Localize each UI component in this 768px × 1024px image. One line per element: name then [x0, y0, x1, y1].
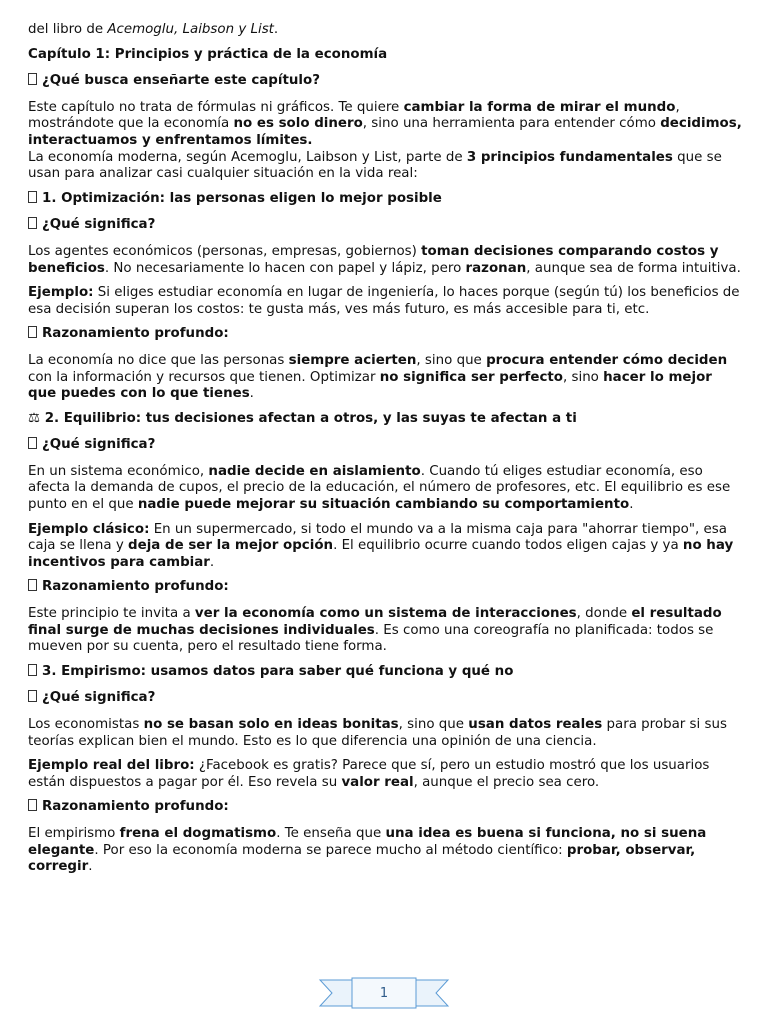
missing-glyph-icon — [28, 437, 37, 449]
section-3-deep-heading: Razonamiento profundo: — [28, 799, 744, 816]
section-1-question: ¿Qué significa? — [28, 217, 744, 234]
missing-glyph-icon — [28, 73, 37, 85]
section-2-deep-heading: Razonamiento profundo: — [28, 579, 744, 596]
section-2-deep-paragraph: Este principio te invita a ver la economía como un sistema de interacciones, donde el resultado final surge de muchas decisiones individuales. Es como una coreografía no planificada: todos se mueven por su cuenta, pero el resultado tiene forma. — [28, 606, 722, 655]
missing-glyph-icon — [28, 690, 37, 702]
document-page — [28, 22, 744, 884]
intro-line: del libro de Acemoglu, Laibson y List. — [28, 22, 279, 37]
section-1-heading: 1. Optimización: las personas eligen lo mejor posible — [28, 191, 744, 208]
intro-paragraph: Este capítulo no trata de fórmulas ni gráficos. Te quiere cambiar la forma de mirar el mundo, mostrándote que la economía no es solo dinero, sino una herramienta para entender cómo decidimos, interactuamos y enfrentamos límites. La economía moderna, según Acemoglu, Laibson y List, parte de 3 principios fundamentales que se usan para analizar casi cualquier situación en la vida real: — [28, 99, 742, 182]
page-number: 1 — [379, 986, 389, 1001]
section-2-example: Ejemplo clásico: En un supermercado, si todo el mundo va a la misma caja para "ahorrar tiempo", esa caja se llena y deja de ser la mejor opción. El equilibrio ocurre cuando todos eligen cajas y ya no hay incentivos para cambiar. — [28, 521, 734, 570]
missing-glyph-icon — [28, 326, 37, 338]
section-3-heading: 3. Empirismo: usamos datos para saber qué funciona y qué no — [28, 664, 744, 681]
section-1-deep-paragraph: La economía no dice que las personas siempre acierten, sino que procura entender cómo deciden con la información y recursos que tienen. Optimizar no significa ser perfecto, sino hacer lo mejor que puedes con lo que tienes. — [28, 352, 728, 402]
missing-glyph-icon — [28, 217, 37, 229]
missing-glyph-icon — [28, 579, 37, 591]
chapter-title: Capítulo 1: Principios y práctica de la economía — [28, 46, 388, 62]
section-3-deep-paragraph: El empirismo frena el dogmatismo. Te enseña que una idea es buena si funciona, no si suena elegante. Por eso la economía moderna se parece mucho al método científico: probar, observar, corregir. — [28, 825, 707, 875]
section-3-example: Ejemplo real del libro: ¿Facebook es gratis? Parece que sí, pero un estudio mostró que los usuarios están dispuestos a pagar por él. Eso revela su valor real, aunque el precio sea cero. — [28, 758, 710, 790]
section-1-example: Ejemplo: Si eliges estudiar economía en lugar de ingeniería, lo haces porque (según tú) los beneficios de esa decisión superan los costos: te gusta más, ves más futuro, es más accesible para ti, etc. — [28, 285, 740, 317]
section-2-question: ¿Qué significa? — [28, 437, 744, 454]
section-2-paragraph: En un sistema económico, nadie decide en aislamiento. Cuando tú eliges estudiar economía, eso afecta la demanda de cupos, el precio de la educación, el número de profesores, etc. El equilibrio es ese punto en el que nadie puede mejorar su situación cambiando su comportamiento. — [28, 463, 731, 513]
missing-glyph-icon — [28, 191, 37, 203]
missing-glyph-icon — [28, 799, 37, 811]
section-3-question: ¿Qué significa? — [28, 690, 744, 707]
section-2-heading: ⚖ 2. Equilibrio: tus decisiones afectan a otros, y las suyas te afectan a ti — [28, 410, 577, 426]
question-heading-main: ¿Qué busca enseñarte este capítulo? — [28, 73, 744, 90]
missing-glyph-icon — [28, 664, 37, 676]
section-3-paragraph: Los economistas no se basan solo en ideas bonitas, sino que usan datos reales para probar si sus teorías explican bien el mundo. Esto es lo que diferencia una opinión de una ciencia. — [28, 717, 727, 749]
scales-icon: ⚖ — [28, 410, 41, 426]
page-number-ribbon — [318, 974, 450, 1012]
section-1-paragraph: Los agentes económicos (personas, empresas, gobiernos) toman decisiones comparando costos y beneficios. No necesariamente lo hacen con papel y lápiz, pero razonan, aunque sea de forma intuitiva. — [28, 243, 741, 276]
authors: Acemoglu, Laibson y List — [107, 22, 274, 37]
section-1-deep-heading: Razonamiento profundo: — [28, 326, 744, 343]
